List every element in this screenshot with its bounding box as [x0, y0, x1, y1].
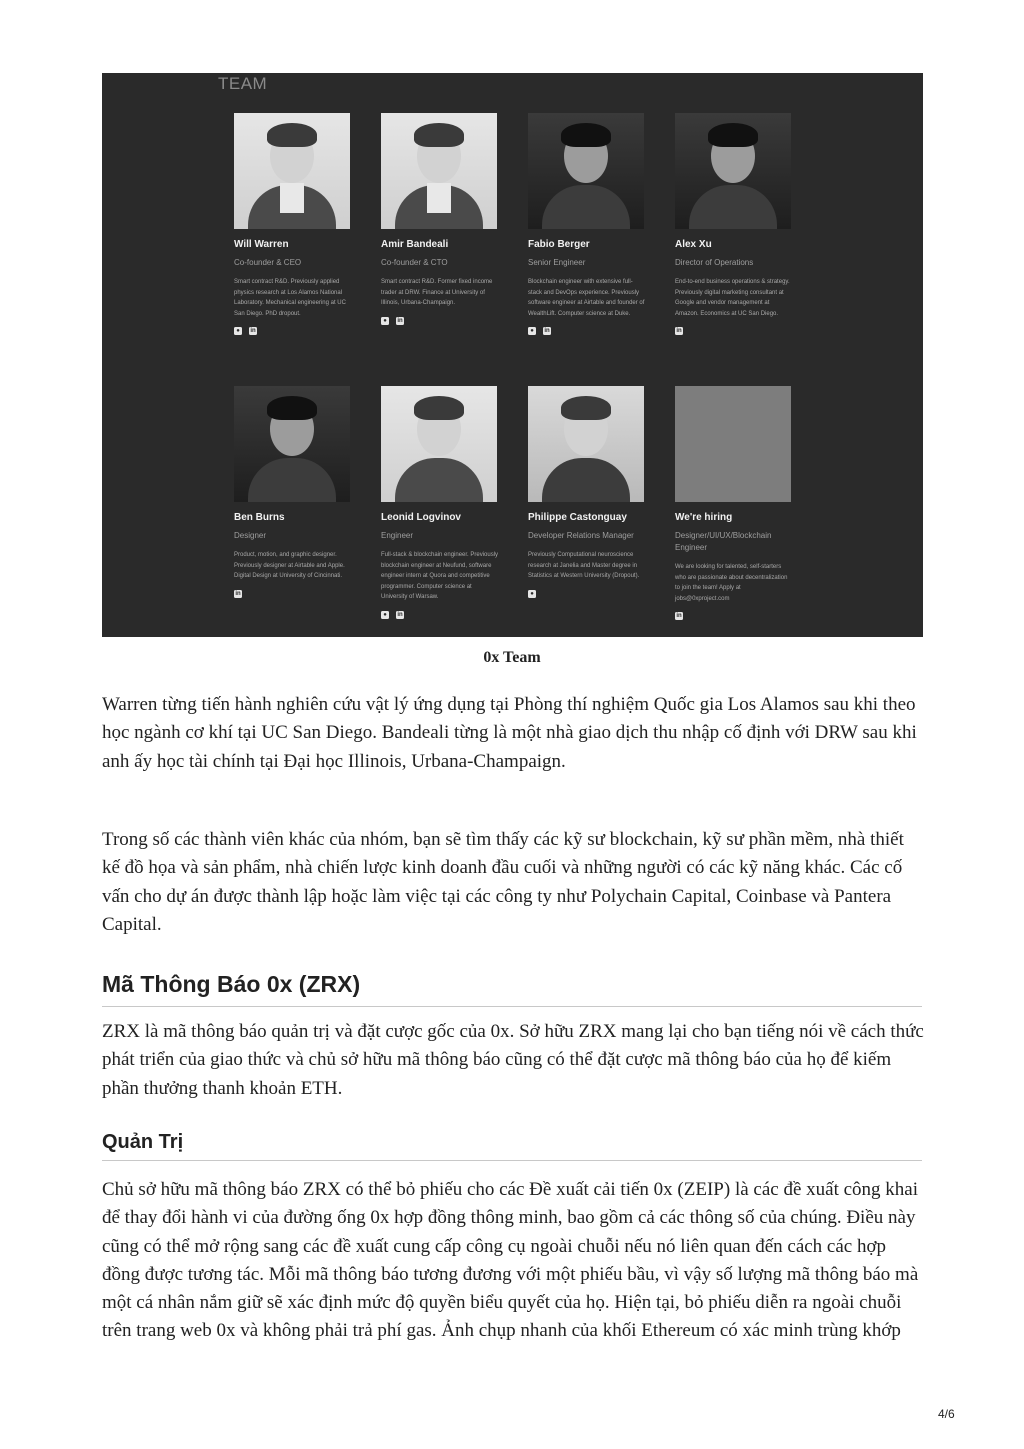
linkedin-icon[interactable]: in — [397, 611, 403, 618]
member-name: Ben Burns — [234, 512, 285, 523]
member-role: Co-founder & CTO — [381, 258, 448, 267]
team-member-alex-xu — [675, 113, 793, 335]
member-role: Senior Engineer — [528, 258, 586, 267]
github-icon[interactable]: ● — [234, 327, 242, 335]
member-bio: Previously Computational neuroscience research at Janelia and Master degree in Statistics at Western University (Dropout). — [528, 552, 640, 579]
member-bio: Smart contract R&D. Former fixed income trader at DRW. Finance at University of Illinois, Urbana-Champaign. — [381, 279, 493, 306]
github-icon[interactable]: ● — [381, 317, 389, 325]
member-role: Designer/UI/UX/Blockchain Engineer — [675, 531, 772, 552]
member-name: Fabio Berger — [528, 239, 590, 250]
linkedin-icon[interactable]: in — [235, 590, 241, 597]
member-bio: Blockchain engineer with extensive full-stack and DevOps experience. Previously software engineer at Airtable and founder of WealthLift. Computer science at Duke. — [528, 279, 645, 317]
paragraph: Trong số các thành viên khác của nhóm, bạn sẽ tìm thấy các kỹ sư blockchain, kỹ sư phần mềm, nhà thiết kế đồ họa và sản phẩm, nhà chiến lược kinh doanh đầu cuối và những người có các kỹ năng khác. Các cố vấn cho dự án được thành lập hoặc làm việc tại các công ty như Polychain Capital, Coinbase và Pantera Capital. — [102, 829, 904, 935]
member-bio: Full-stack & blockchain engineer. Previously blockchain engineer at Neufund, software engineer intern at Quora and competitive programmer. Computer science at University of Warsaw. — [381, 552, 499, 600]
member-name: We're hiring — [675, 512, 733, 523]
figure-caption: 0x Team — [483, 649, 541, 666]
member-photo — [381, 113, 497, 229]
linkedin-icon[interactable]: in — [676, 613, 682, 619]
member-name: Alex Xu — [675, 239, 712, 250]
team-heading: TEAM — [218, 74, 268, 93]
github-icon[interactable]: ● — [381, 611, 389, 619]
member-role: Developer Relations Manager — [528, 531, 634, 540]
paragraph: ZRX là mã thông báo quản trị và đặt cược gốc của 0x. Sở hữu ZRX mang lại cho bạn tiếng nói về cách thức phát triển của giao thức và chủ sở hữu mã thông báo cũng có thể đặt cược mã thông báo của họ để kiếm phần thưởng thanh khoản ETH. — [102, 1021, 924, 1099]
github-icon[interactable]: ● — [528, 590, 536, 598]
team-figure — [102, 73, 923, 637]
member-photo — [528, 113, 644, 229]
linkedin-icon[interactable]: in — [397, 317, 403, 324]
paragraph: Warren từng tiến hành nghiên cứu vật lý ứng dụng tại Phòng thí nghiệm Quốc gia Los Alamos sau khi theo học ngành cơ khí tại UC San Diego. Bandeali từng là một nhà giao dịch thu nhập cố định với DRW sau khi anh ấy học tài chính tại Đại học Illinois, Urbana-Champaign. — [102, 694, 917, 772]
team-member-philippe-castonguay — [528, 386, 646, 598]
linkedin-icon[interactable]: in — [676, 328, 682, 334]
member-role: Co-founder & CEO — [234, 258, 302, 267]
member-name: Leonid Logvinov — [381, 512, 461, 523]
section-heading-governance: Quản Trị — [102, 1129, 922, 1161]
team-member-amir-bandeali — [381, 113, 499, 325]
member-photo — [234, 113, 350, 229]
paragraph: Chủ sở hữu mã thông báo ZRX có thể bỏ phiếu cho các Đề xuất cải tiến 0x (ZEIP) là các đề xuất công khai để thay đổi hành vi của đường ống 0x hợp đồng thông minh, bao gồm cả các thông số của chúng. Điều này cũng có thể mở rộng sang các đề xuất cung cấp công cụ ngoài chuỗi nếu nó liên quan đến cách các hợp đồng được tương tác. Mỗi mã thông báo tương đương với một phiếu bầu, vì vậy số lượng mã thông báo mà một cá nhân nắm giữ sẽ xác định mức độ quyền biểu quyết của họ. Hiện tại, bỏ phiếu diễn ra ngoài chuỗi trên trang web 0x và không phải trả phí gas. Ảnh chụp nhanh của khối Ethereum có xác minh trùng khớp — [102, 1179, 919, 1342]
member-photo — [528, 386, 644, 502]
member-role: Director of Operations — [675, 258, 754, 267]
member-photo — [234, 386, 350, 502]
member-name: Amir Bandeali — [381, 239, 449, 250]
member-bio: Product, motion, and graphic designer. Previously designer at Airtable and Apple. Digital Design at University of Cincinnati. — [234, 552, 345, 579]
member-name: Will Warren — [234, 239, 289, 250]
section-heading-zrx: Mã Thông Báo 0x (ZRX) — [102, 969, 922, 1007]
member-bio: End-to-end business operations & strategy. Previously digital marketing consultant at Google and vendor management at Amazon. Economics at UC San Diego. — [675, 279, 790, 317]
team-member-ben-burns — [234, 386, 352, 598]
member-photo — [381, 386, 497, 502]
team-member-will-warren — [234, 113, 352, 335]
member-bio: We are looking for talented, self-starters who are passionate about decentralization to join the team! Apply at jobs@0xproject.com — [675, 564, 788, 602]
member-role: Designer — [234, 531, 267, 540]
member-photo — [675, 113, 791, 229]
page-number: 4/6 — [938, 1407, 955, 1421]
linkedin-icon[interactable]: in — [250, 328, 256, 334]
github-icon[interactable]: ● — [528, 327, 536, 335]
member-photo-placeholder — [675, 386, 791, 502]
team-member-leonid-logvinov — [381, 386, 499, 619]
member-name: Philippe Castonguay — [528, 512, 627, 523]
member-bio: Smart contract R&D. Previously applied physics research at Los Alamos National Laboratory. Mechanical engineering at UC San Diego. PhD dropout. — [234, 279, 346, 317]
team-member-hiring — [675, 386, 793, 620]
team-member-fabio-berger — [528, 113, 646, 335]
member-role: Engineer — [381, 531, 414, 540]
linkedin-icon[interactable]: in — [544, 328, 550, 334]
